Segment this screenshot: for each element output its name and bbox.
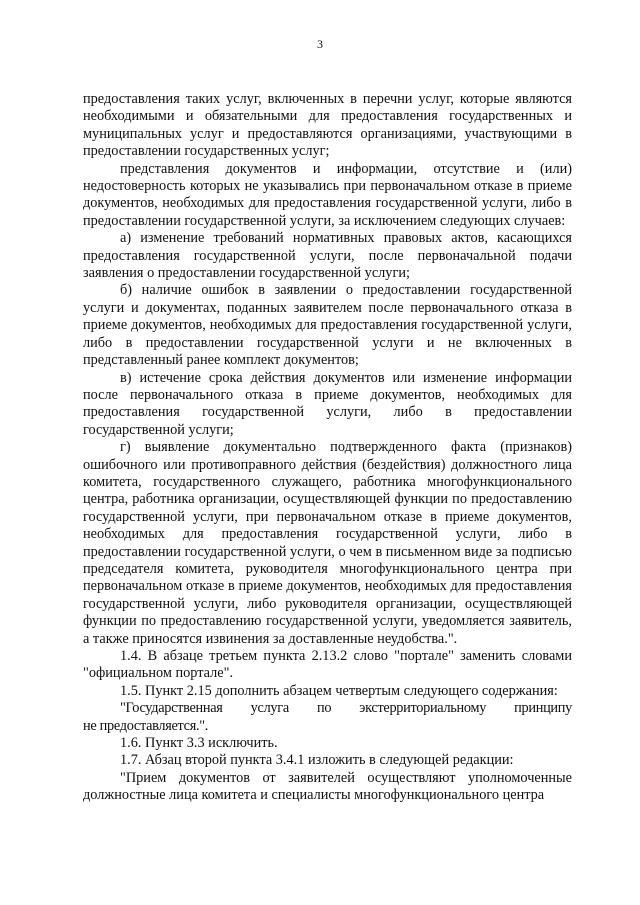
quote-word: по	[316, 700, 332, 717]
paragraph-item-1-7: 1.7. Абзац второй пункта 3.4.1 изложить в следующей редакции:	[120, 752, 514, 769]
quote-word: принципу	[514, 700, 572, 717]
paragraph-case-a: а) изменение требований нормативных правовых актов, касающихся предоставления государственной услуги, после первоначальной подачи заявления о предоставлении государственной услуги;	[83, 230, 572, 282]
paragraph-documents-info: представления документов и информации, отсутствие и (или) недостоверность которых не указывались при первоначальном отказе в приеме документов, необходимых для предоставления государственной услуги, либо в предоставлении государственной услуги, за исключением следующих случаев:	[83, 160, 572, 229]
paragraph-new-wording: "Прием документов от заявителей осуществляют уполномоченные должностные лица комитета и специалисты многофункционального центра	[83, 769, 572, 804]
quote-word: услуга	[250, 700, 289, 717]
paragraph-item-1-4: 1.4. В абзаце третьем пункта 2.13.2 слово "портале" заменить словами "официальном портале".	[83, 648, 572, 682]
paragraph-item-1-5: 1.5. Пункт 2.15 дополнить абзацем четвертым следующего содержания:	[120, 682, 558, 699]
paragraph-case-g: г) выявление документально подтвержденного факта (признаков) ошибочного или противоправного действия (бездействия) должностного лица комитета, государственного служащего, работника многофункционального центра, работника организации, осуществляющей функции по предоставлению государственной услуги, при первоначальном отказе в приеме документов, необходимых для предоставления государственной услуги, либо в предоставлении государственной услуги, о чем в письменном виде за подписью председателя комитета, руководителя многофункционального центра при первоначальном отказе в приеме документов, необходимых для предоставления государственной услуги, либо руководителя организации, осуществляющей функции по предоставлению государственной услуги, уведомляется заявитель, а также приносятся извинения за доставленные неудобства.".	[83, 439, 572, 647]
quoted-text-line	[83, 700, 572, 717]
paragraph-services-list-end: предоставления таких услуг, включенных в перечни услуг, которые являются необходимыми и обязательными для предоставления государственных и муниципальных услуг и предоставляются организациями, участвующими в предоставлении государственных услуг;	[83, 91, 572, 160]
quote-word: "Государственная	[120, 700, 223, 717]
quoted-text-continuation: не предоставляется.".	[83, 717, 209, 734]
paragraph-case-b: б) наличие ошибок в заявлении о предоставлении государственной услуги и документах, поданных заявителем после первоначального отказа в приеме документов, необходимых для предоставления государственной услуги, либо в предоставлении государственной услуги и не включенных в представленный ранее комплект документов;	[83, 282, 572, 369]
paragraph-item-1-6: 1.6. Пункт 3.3 исключить.	[120, 735, 278, 752]
quote-word: экстерриториальному	[359, 700, 487, 717]
page-number: 3	[317, 37, 323, 51]
document-body	[83, 91, 572, 805]
paragraph-case-v: в) истечение срока действия документов или изменение информации после первоначального отказа в приеме документов, необходимых для предоставления государственной услуги, либо в предоставлении государственной услуги;	[83, 369, 572, 438]
